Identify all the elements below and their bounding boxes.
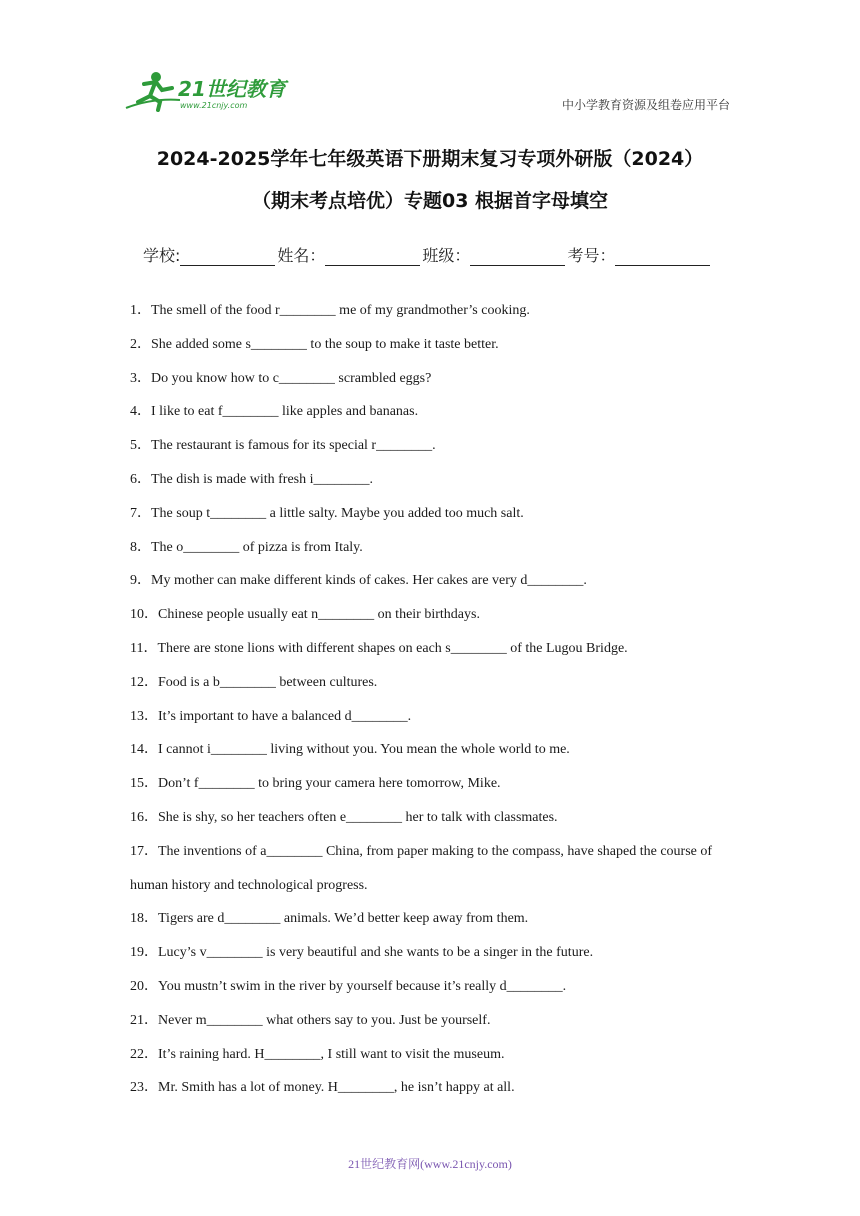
question-number: 21． [130,1012,158,1028]
question-text: Mr. Smith has a lot of money. H________, he isn’t happy at all. [158,1080,515,1096]
question-item [130,328,730,362]
question-item [130,564,730,598]
question-item [130,362,730,396]
question-item [130,700,730,734]
question-text: My mother can make different kinds of cakes. Her cakes are very d________. [151,573,587,589]
question-number: 13． [130,708,158,724]
question-number: 1． [130,303,151,318]
question-number: 3． [130,370,151,386]
question-text: Don’t f________ to bring your camera here tomorrow, Mike. [158,776,501,792]
question-item [130,395,730,429]
exam-number-label: 考号： [567,246,616,265]
question-item [130,632,730,666]
question-number: 6． [130,471,151,487]
question-number: 2． [130,336,151,352]
site-logo [122,68,292,114]
question-text: It’s important to have a balanced d________. [158,708,412,724]
question-item [130,598,730,632]
question-item [130,1071,730,1105]
question-number: 16． [130,809,158,825]
question-number: 20． [130,978,158,994]
question-text: You mustn’t swim in the river by yourself because it’s really d________. [158,978,567,994]
school-label: 学校: [143,246,181,265]
question-text: The o________ of pizza is from Italy. [151,539,363,555]
question-item [130,1038,730,1072]
name-field[interactable] [325,247,420,266]
question-text: The restaurant is famous for its special r________. [151,438,436,454]
question-item [130,936,730,970]
question-number: 11． [130,640,158,656]
logo-text: 21世纪教育 [178,77,286,101]
exam-number-field[interactable] [615,247,710,266]
question-text: It’s raining hard. H________, I still want to visit the museum. [158,1046,505,1062]
question-text: Chinese people usually eat n________ on their birthdays. [158,607,480,623]
question-text: She added some s________ to the soup to make it taste better. [151,336,499,352]
question-item [130,1004,730,1038]
page-title: 2024-2025学年七年级英语下册期末复习专项外研版（2024） [156,148,704,170]
question-text: I like to eat f________ like apples and bananas. [151,404,419,420]
question-text: She is shy, so her teachers often e________ her to talk with classmates. [158,809,558,825]
question-item [130,835,730,903]
question-number: 12． [130,674,158,690]
question-number: 10． [130,607,158,623]
question-number: 15． [130,776,158,792]
question-number: 4． [130,404,151,420]
question-item [130,531,730,565]
question-number: 22． [130,1046,158,1062]
question-text: Never m________ what others say to you. Just be yourself. [158,1012,491,1028]
question-number: 14． [130,742,158,758]
question-item [130,429,730,463]
question-text: The dish is made with fresh i________. [151,471,374,487]
question-number: 5． [130,438,151,454]
question-item [130,294,730,328]
question-item [130,767,730,801]
platform-name: 中小学教育资源及组卷应用平台 [561,98,730,112]
question-text: The soup t________ a little salty. Maybe you added too much salt. [151,505,524,521]
question-text: There are stone lions with different shapes on each s________ of the Lugou Bridge. [157,640,628,656]
question-text: The smell of the food r________ me of my grandmother’s cooking. [151,303,530,318]
question-item [130,666,730,700]
question-text: The inventions of a________ China, from paper making to the compass, have shaped the course of human history and technological progress. [130,843,713,893]
question-number: 17． [130,843,158,859]
question-item [130,902,730,936]
question-item [130,733,730,767]
question-text: Tigers are d________ animals. We’d better keep away from them. [158,911,529,927]
name-label: 姓名： [277,246,326,265]
question-text: Food is a b________ between cultures. [158,674,378,690]
student-info-row [143,243,712,266]
question-number: 7． [130,505,151,521]
page-subtitle: （期末考点培优）专题03 根据首字母填空 [251,190,609,212]
question-item [130,970,730,1004]
question-item [130,463,730,497]
question-number: 23． [130,1080,158,1096]
question-number: 18． [130,911,158,927]
question-list [130,294,730,1105]
question-text: Do you know how to c________ scrambled eggs? [151,370,432,386]
question-number: 19． [130,945,158,961]
logo-url: www.21cnjy.com [180,101,248,110]
school-field[interactable] [180,247,275,266]
question-item [130,497,730,531]
question-text: I cannot i________ living without you. You mean the whole world to me. [158,742,570,758]
question-item [130,801,730,835]
footer-link[interactable]: 21世纪教育网(www.21cnjy.com) [348,1157,512,1171]
class-field[interactable] [470,247,565,266]
question-text: Lucy’s v________ is very beautiful and she wants to be a singer in the future. [158,945,594,961]
question-number: 8． [130,539,151,555]
class-label: 班级： [422,246,471,265]
question-number: 9． [130,573,151,589]
